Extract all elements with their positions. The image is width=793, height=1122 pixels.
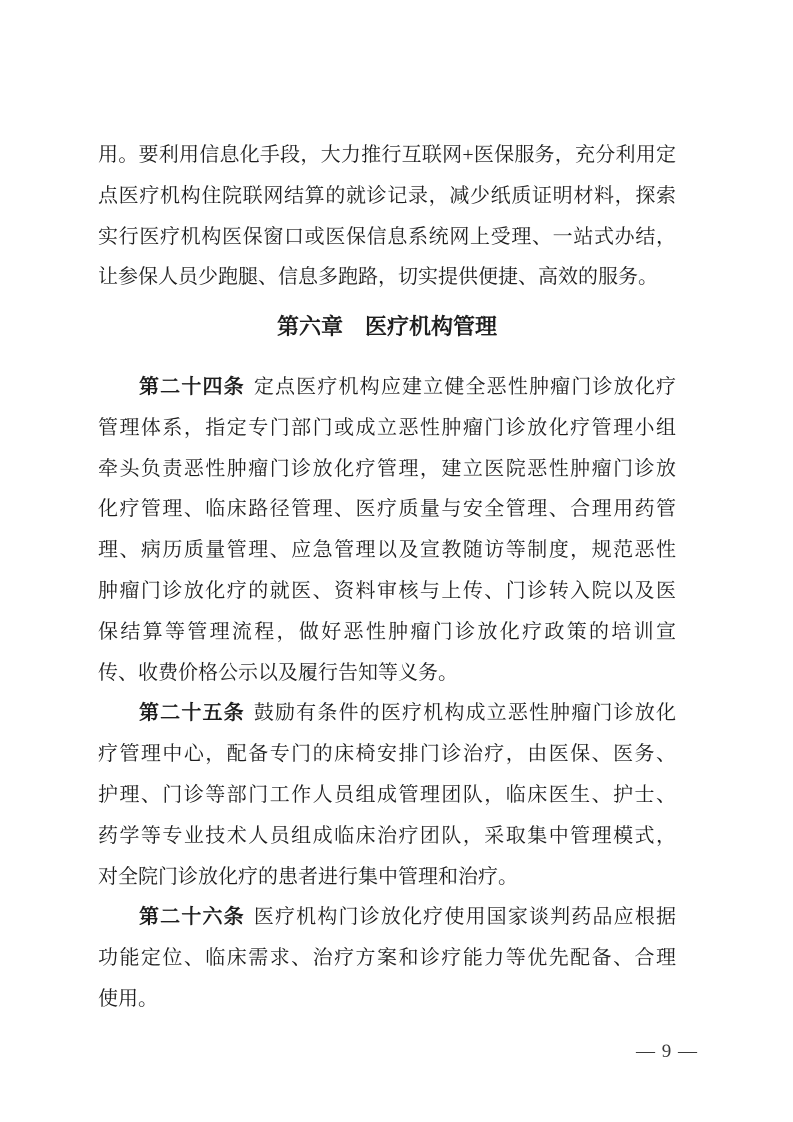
text-line: 管理体系，指定专门部门或成立恶性肿瘤门诊放化疗管理小组 — [98, 416, 676, 439]
text-line: 牵头负责恶性肿瘤门诊放化疗管理，建立医院恶性肿瘤门诊放 — [98, 457, 676, 480]
text-line: 护理、门诊等部门工作人员组成管理团队，临床医生、护士、 — [98, 783, 676, 806]
text-line: 传、收费价格公示以及履行告知等义务。 — [98, 661, 458, 684]
page-body — [98, 135, 676, 1020]
text-line: 肿瘤门诊放化疗的就医、资料审核与上传、门诊转入院以及医 — [98, 579, 676, 602]
text-line: 功能定位、临床需求、治疗方案和诊疗能力等优先配备、合理 — [98, 947, 676, 970]
paragraph-article-26 — [98, 897, 676, 1019]
article-text: 鼓励有条件的医疗机构成立恶性肿瘤门诊放化 — [253, 702, 676, 725]
text-line: 化疗管理、临床路径管理、医疗质量与安全管理、合理用药管 — [98, 498, 676, 521]
text-line — [98, 367, 676, 408]
article-number: 第二十六条 — [139, 906, 245, 929]
paragraph-article-25 — [98, 693, 676, 897]
text-line — [98, 693, 676, 734]
text-line: 保结算等管理流程，做好恶性肿瘤门诊放化疗政策的培训宣 — [98, 620, 676, 643]
article-text: 定点医疗机构应建立健全恶性肿瘤门诊放化疗 — [253, 375, 676, 398]
paragraph-intro — [98, 135, 676, 298]
text-line: 使用。 — [98, 987, 158, 1010]
chapter-heading: 第六章 医疗机构管理 — [276, 314, 497, 340]
text-line — [98, 897, 676, 938]
text-line: 用。要利用信息化手段，大力推行互联网+医保服务，充分利用定 — [98, 144, 676, 166]
page-number: — 9 — — [636, 1041, 698, 1062]
article-text: 医疗机构门诊放化疗使用国家谈判药品应根据 — [253, 906, 676, 929]
text-line: 疗管理中心，配备专门的床椅安排门诊治疗，由医保、医务、 — [98, 743, 676, 766]
article-number: 第二十四条 — [139, 375, 245, 398]
text-line: 点医疗机构住院联网结算的就诊记录，减少纸质证明材料，探索 — [98, 184, 676, 207]
article-number: 第二十五条 — [139, 702, 245, 725]
text-line: 药学等专业技术人员组成临床治疗团队，采取集中管理模式， — [98, 824, 676, 847]
paragraph-article-24 — [98, 367, 676, 693]
text-line: 对全院门诊放化疗的患者进行集中管理和治疗。 — [98, 865, 518, 888]
text-line: 理、病历质量管理、应急管理以及宣教随访等制度，规范恶性 — [98, 539, 676, 562]
text-line: 实行医疗机构医保窗口或医保信息系统网上受理、一站式办结， — [98, 225, 676, 248]
text-line: 让参保人员少跑腿、信息多跑路，切实提供便捷、高效的服务。 — [98, 266, 658, 289]
